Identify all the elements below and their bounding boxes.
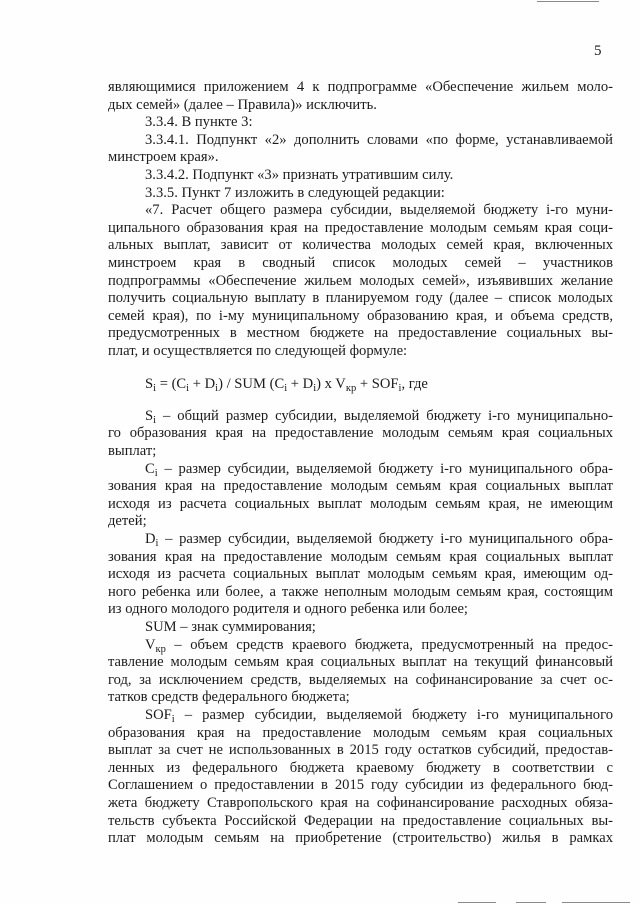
scan-artifact-bottom xyxy=(516,902,546,903)
text-line: образования края на предоставление молодым семьям края социальных xyxy=(108,724,613,741)
page-number: 5 xyxy=(594,43,602,59)
formula-part: ) x V xyxy=(316,375,346,392)
text-line: плат молодым семьям на приобретение (строительство) жилья в рамках xyxy=(108,830,613,847)
definition-subscript: кр xyxy=(155,643,166,655)
text-line: зования края на предоставление молодым семьям края социальных выплат xyxy=(108,548,613,565)
definition-subscript: i xyxy=(155,537,159,549)
clause-3-3-4: 3.3.4. В пункте 3: xyxy=(145,114,253,131)
definition-c xyxy=(108,461,613,479)
formula-subscript: i xyxy=(186,382,190,394)
formula xyxy=(108,376,613,394)
point-7-line: подпрограммы «Обеспечение жильем молодых семей», изъявивших желание xyxy=(108,272,613,289)
formula-subscript: кр xyxy=(345,382,357,394)
text-line: го образования края на предоставление молодым семьям края социальных xyxy=(108,425,613,442)
formula-subscript: i xyxy=(313,382,317,394)
definition-text: – общий размер субсидии, выделяемой бюджету i-го муниципально- xyxy=(156,407,613,424)
document-body xyxy=(108,79,613,848)
text-line: дых семей» (далее – Правила)» исключить. xyxy=(108,96,377,113)
clause-3-3-4-2: 3.3.4.2. Подпункт «3» признать утратившим силу. xyxy=(145,166,454,183)
text-line: исходя из расчета социальных выплат молодым семьям края, не имеющим xyxy=(108,495,613,512)
scan-artifact-bottom xyxy=(562,902,630,903)
formula-subscript: i xyxy=(284,382,288,394)
definition-text: – размер субсидии, выделяемой бюджету i-го муниципального обра- xyxy=(157,460,613,477)
point-7-line: альных выплат, зависит от количества молодых семей края, включенных xyxy=(108,237,613,254)
point-7-line: предусмотренных в местном бюджете на предоставление социальных вы- xyxy=(108,325,613,342)
text-line: ного ребенка или более, а также неполным молодым семьям края, состоящим xyxy=(108,583,613,600)
definition-sof xyxy=(108,707,613,725)
formula-part: S xyxy=(145,375,154,392)
point-7-line: семей края), по i-му муниципальному образованию края, и объема средств, xyxy=(108,307,613,324)
definition-text: – объем средств краевого бюджета, предусмотренный на предос- xyxy=(165,636,613,653)
point-7-line: получить социальную выплату в планируемом году (далее – список молодых xyxy=(108,290,613,307)
definition-subscript: i xyxy=(171,713,175,725)
text-line: выплат за счет не использованных в 2015 году остатков субсидий, предостав- xyxy=(108,742,613,759)
definition-text: – размер субсидии, выделяемой бюджету i-го муниципального xyxy=(174,706,613,723)
definition-subscript: i xyxy=(153,414,157,426)
point-7-line: минстроем края в сводный список молодых семей – участников xyxy=(108,254,613,271)
text-line: Соглашением о предоставлении в 2015 году субсидии из федерального бюд- xyxy=(108,777,613,794)
text-line: год, за исключением средств, выделяемых на софинансирование за счет ос- xyxy=(108,671,613,688)
definition-variable: V xyxy=(145,636,156,653)
definition-s xyxy=(108,408,613,426)
clause-3-3-5: 3.3.5. Пункт 7 изложить в следующей редакции: xyxy=(145,184,445,201)
formula-subscript: i xyxy=(215,382,219,394)
text-line: детей; xyxy=(108,513,147,530)
definition-subscript: i xyxy=(154,467,158,479)
formula-subscript: i xyxy=(153,382,157,394)
text-line: выплат; xyxy=(108,443,157,460)
scan-artifact-bottom xyxy=(458,902,496,903)
formula-part: , где xyxy=(401,375,428,392)
point-7-line: ципального образования края на предоставление молодым семьям края соци- xyxy=(108,219,613,236)
definition-variable: SOF xyxy=(145,706,172,723)
point-7-line: плат, и осуществляется по следующей формуле: xyxy=(108,342,408,359)
definition-variable: C xyxy=(145,460,155,477)
text-line: тавление молодым семьям края социальных выплат на текущий финансовый xyxy=(108,654,613,671)
text-line: зования края на предоставление молодым семьям края социальных выплат xyxy=(108,478,613,495)
text-line: из одного молодого родителя и одного ребенка или более; xyxy=(108,601,468,618)
definition-v xyxy=(108,637,613,655)
scan-artifact-top xyxy=(537,1,599,2)
definition-text: – размер субсидии, выделяемой бюджету i-го муниципального обра- xyxy=(158,531,613,548)
text-line: ленных из федерального бюджета краевому бюджету в соответствии с xyxy=(108,759,613,776)
definition-variable: D xyxy=(145,531,156,548)
clause-3-3-4-1: 3.3.4.1. Подпункт «2» дополнить словами «по форме, устанавливаемой xyxy=(145,131,613,148)
formula-subscript: i xyxy=(398,382,402,394)
point-7-line: «7. Расчет общего размера субсидии, выделяемой бюджету i-го муни- xyxy=(145,202,613,219)
formula-part: ) / SUM (C xyxy=(218,375,285,392)
formula-part: = (C xyxy=(156,375,187,392)
formula-part: + SOF xyxy=(356,375,399,392)
formula-part: + D xyxy=(189,375,216,392)
text-line: исходя из расчета социальных выплат молодым семьям края, имеющим од- xyxy=(108,566,613,583)
formula-part: + D xyxy=(287,375,314,392)
definition-d xyxy=(108,531,613,549)
text-line: жета бюджету Ставропольского края на софинансирование расходных обяза- xyxy=(108,794,613,811)
text-line: являющимися приложением 4 к подпрограмме «Обеспечение жильем моло- xyxy=(108,79,613,95)
definition-sum: SUM – знак суммирования; xyxy=(145,619,316,635)
text-line: минстроем края». xyxy=(108,149,219,166)
text-line: тельств субъекта Российской Федерации на предоставление социальных вы- xyxy=(108,812,613,829)
definition-variable: S xyxy=(145,407,154,424)
text-line: татков средств федерального бюджета; xyxy=(108,689,350,706)
